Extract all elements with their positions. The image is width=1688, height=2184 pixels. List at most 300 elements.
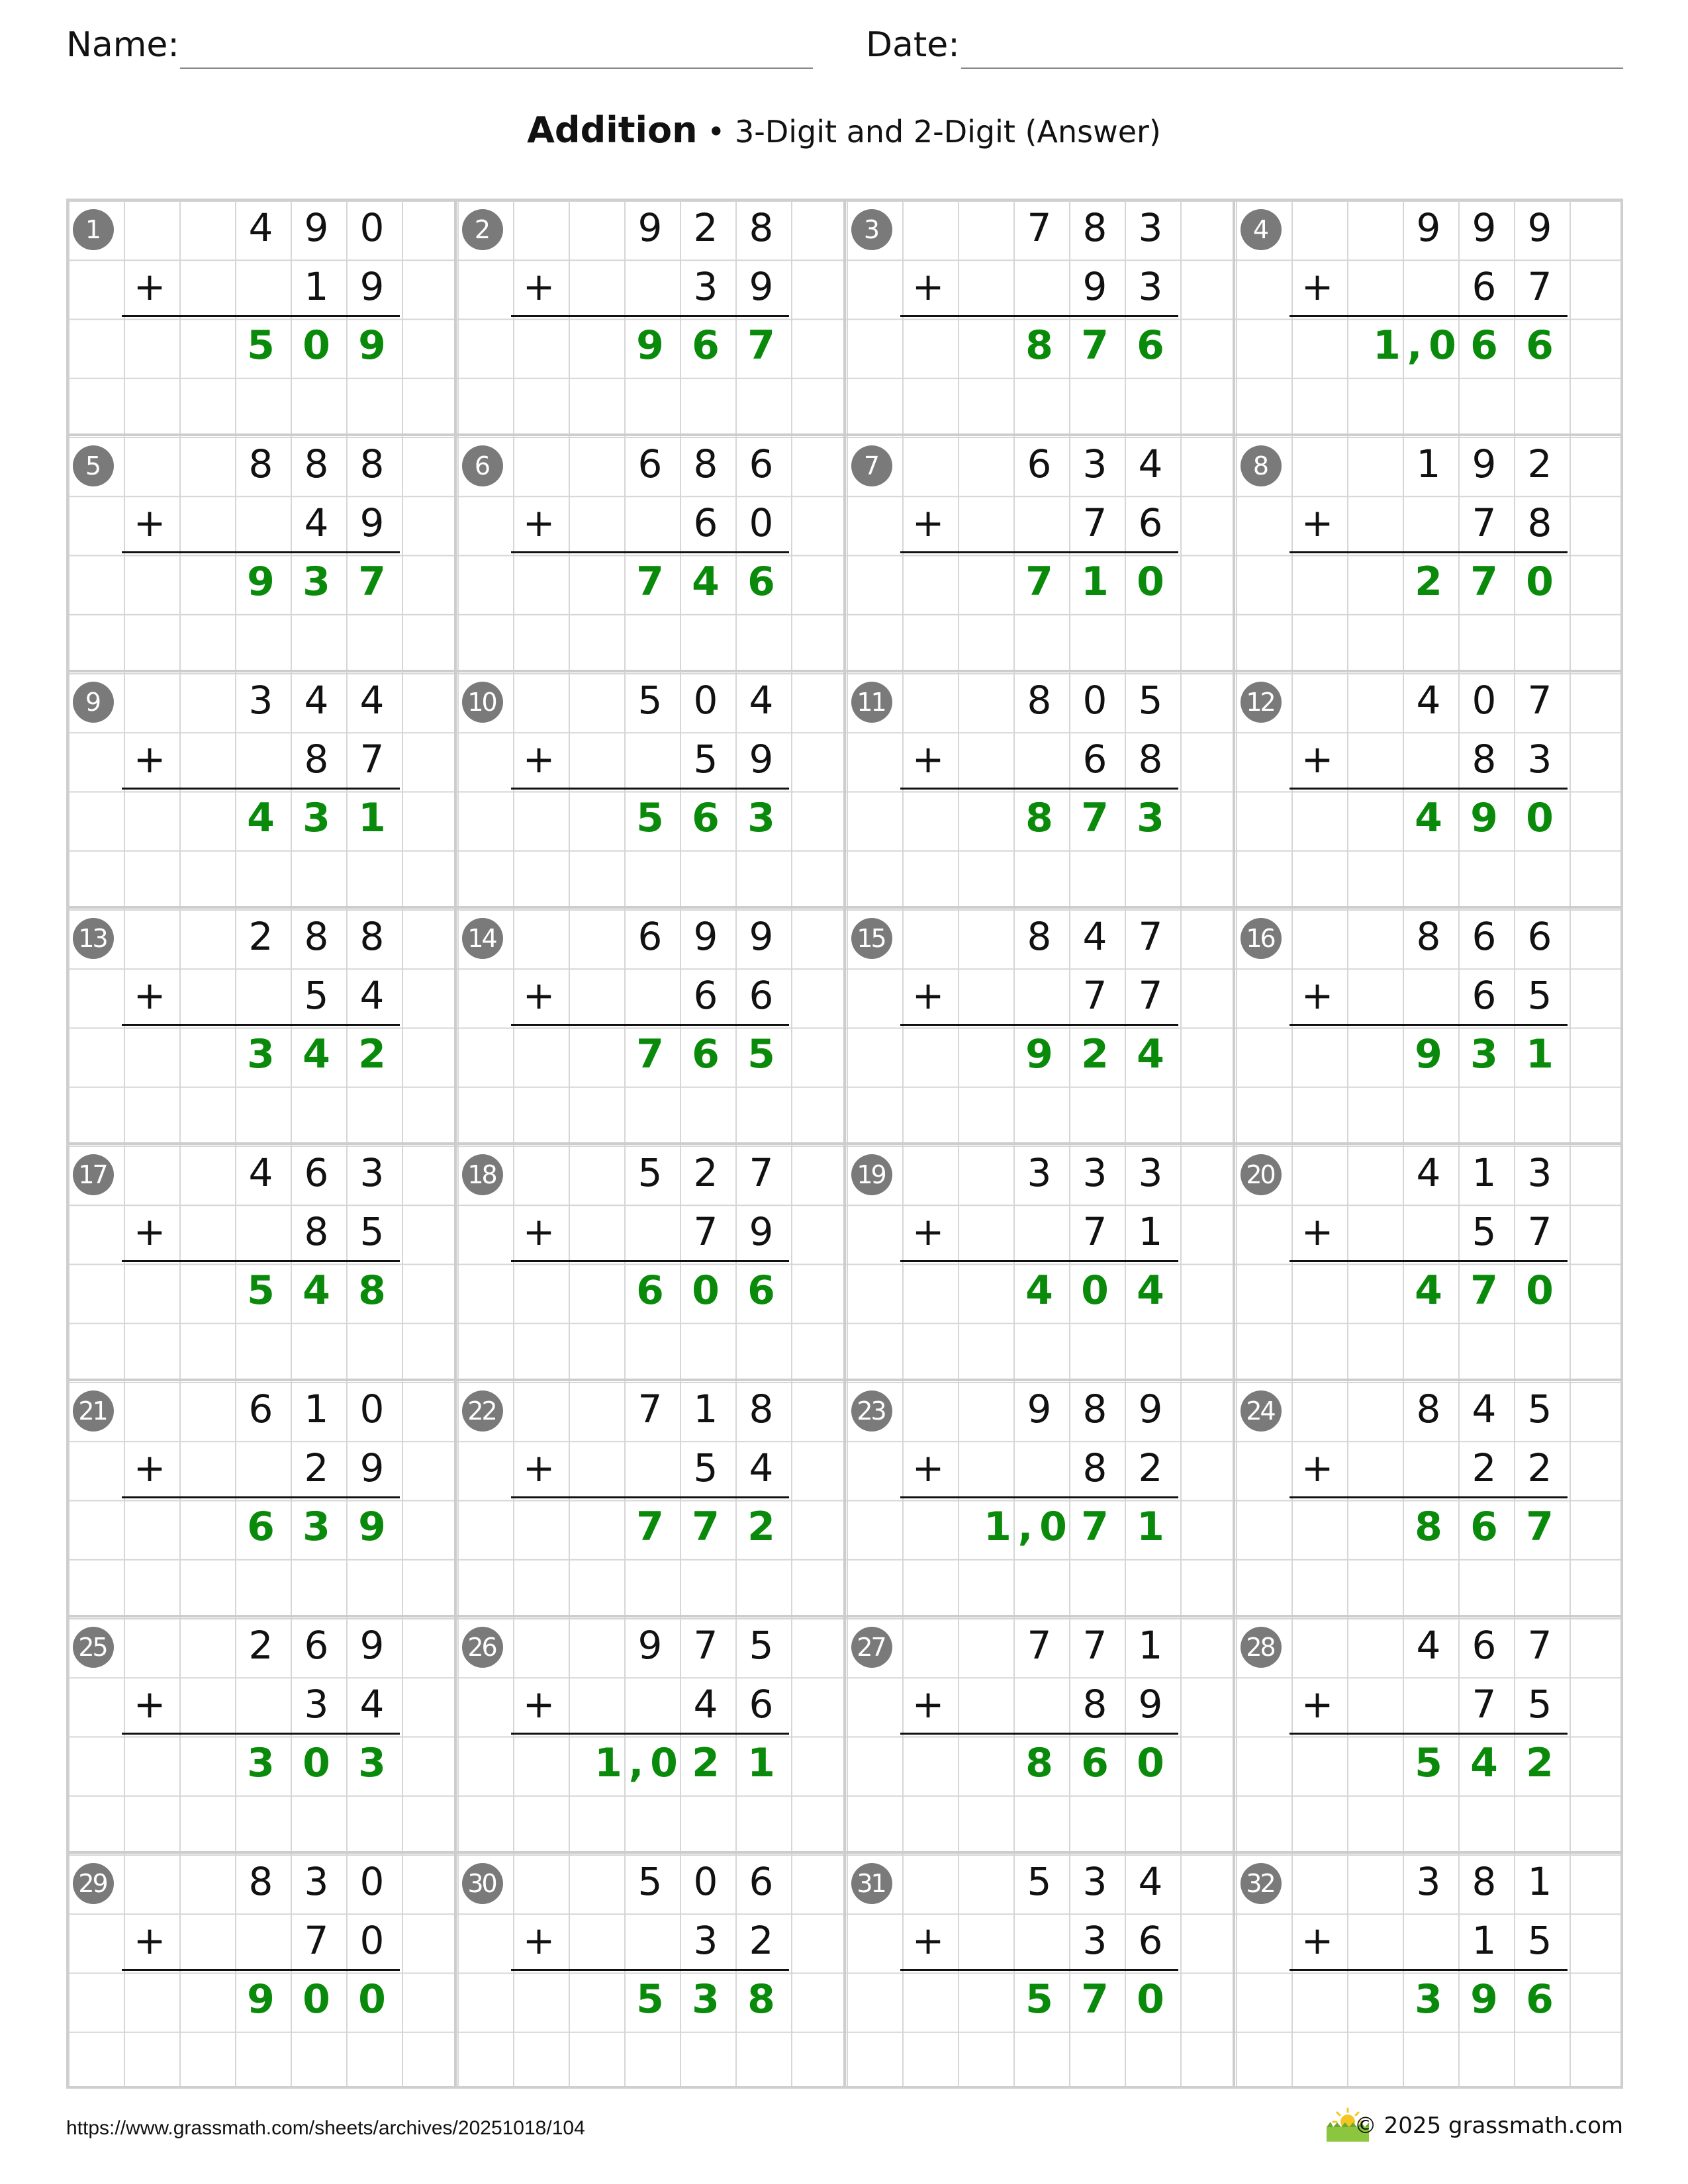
answer-digit: 0: [1039, 1504, 1067, 1550]
answer-digit: 7: [1025, 559, 1053, 605]
name-line[interactable]: [180, 68, 813, 69]
answer-digit: 7: [636, 1504, 664, 1550]
addend-top: [1289, 1380, 1568, 1439]
digit: 8: [1027, 914, 1052, 959]
answer-digit: 6: [1081, 1740, 1109, 1786]
answer-digit: 3: [1415, 1976, 1442, 2023]
answer-digit: 5: [636, 1976, 664, 2023]
digit: 2: [1472, 1445, 1497, 1490]
addend-top: [1289, 907, 1568, 966]
answer-digit: 9: [1470, 1976, 1498, 2023]
problem-23: [845, 1380, 1234, 1616]
digit: 9: [304, 205, 329, 250]
answer-digit: 4: [247, 795, 275, 841]
digit: 9: [1472, 441, 1497, 486]
digit: 5: [304, 973, 329, 1018]
digit: 8: [1472, 737, 1497, 782]
addend-bottom: [1289, 730, 1568, 789]
problem-number-badge: 31: [851, 1863, 892, 1904]
addend-bottom: [1289, 1911, 1568, 1970]
digit: 0: [749, 500, 774, 545]
digit: 4: [304, 678, 329, 723]
digit: 6: [304, 1623, 329, 1668]
problem-29: [66, 1852, 455, 2089]
title-main: Addition: [527, 109, 698, 151]
digit: 5: [1472, 1209, 1497, 1254]
addend-top: [511, 199, 789, 257]
title-subtitle: • 3-Digit and 2-Digit (Answer): [697, 114, 1161, 150]
answer-row: [900, 789, 1178, 848]
plus-sign: +: [133, 737, 166, 782]
addend-top: [1289, 1616, 1568, 1675]
plus-sign: +: [133, 1682, 166, 1727]
answer-row: [1289, 1261, 1568, 1320]
addend-top: [1289, 199, 1568, 257]
digit: 2: [248, 1623, 273, 1668]
addend-top: [900, 1616, 1178, 1675]
digit: 5: [637, 1150, 663, 1195]
plus-sign: +: [133, 500, 166, 545]
digit: 8: [1082, 205, 1107, 250]
addend-bottom: [122, 257, 400, 316]
plus-sign: +: [1301, 1209, 1334, 1254]
digit: 6: [248, 1387, 273, 1432]
answer-digit: 2: [1415, 559, 1442, 605]
digit: 8: [749, 1387, 774, 1432]
addend-top: [511, 1380, 789, 1439]
addend-bottom: [1289, 1439, 1568, 1498]
addend-top: [900, 1852, 1178, 1911]
answer-digit: 4: [1415, 795, 1442, 841]
answer-digit: 0: [1137, 1976, 1164, 2023]
addend-bottom: [122, 1439, 400, 1498]
digit: 6: [749, 973, 774, 1018]
digit: 6: [1472, 1623, 1497, 1668]
answer-digit: 3: [1137, 795, 1164, 841]
plus-sign: +: [522, 973, 555, 1018]
digit: 3: [1138, 264, 1163, 309]
answer-digit: 6: [692, 795, 720, 841]
problem-4: [1234, 199, 1623, 435]
digit: 4: [248, 1150, 273, 1195]
answer-digit: 0: [1526, 1267, 1554, 1314]
digit: 2: [693, 1150, 718, 1195]
answer-digit: 6: [1526, 322, 1554, 369]
answer-digit: 6: [247, 1504, 275, 1550]
answer-row: [1289, 316, 1568, 375]
digit: 9: [359, 264, 385, 309]
addend-bottom: [122, 1911, 400, 1970]
digit: 2: [1527, 441, 1552, 486]
answer-row: [122, 789, 400, 848]
digit: 8: [1082, 1387, 1107, 1432]
plus-sign: +: [1301, 973, 1334, 1018]
addend-bottom: [511, 730, 789, 789]
comma: ,: [1017, 1504, 1033, 1550]
answer-row: [511, 1734, 789, 1793]
digit: 3: [304, 1682, 329, 1727]
answer-row: [122, 553, 400, 612]
answer-digit: 0: [1137, 1740, 1164, 1786]
answer-digit: 1: [358, 795, 386, 841]
answer-digit: 1: [747, 1740, 775, 1786]
plus-sign: +: [133, 1918, 166, 1963]
answer-digit: 3: [747, 795, 775, 841]
addend-top: [900, 1144, 1178, 1203]
addend-top: [511, 1616, 789, 1675]
digit: 1: [1138, 1209, 1163, 1254]
problem-number-badge: 19: [851, 1154, 892, 1195]
addend-top: [122, 1616, 400, 1675]
addend-bottom: [122, 1675, 400, 1734]
addend-top: [122, 1380, 400, 1439]
name-label: Name:: [66, 25, 179, 65]
addend-bottom: [511, 1675, 789, 1734]
addend-top: [511, 1852, 789, 1911]
problem-number-badge: 22: [462, 1390, 503, 1432]
digit: 8: [248, 441, 273, 486]
problem-number-badge: 13: [73, 918, 114, 959]
digit: 9: [1027, 1387, 1052, 1432]
digit: 5: [637, 1859, 663, 1904]
addend-bottom: [511, 966, 789, 1025]
answer-digit: 7: [636, 1031, 664, 1077]
addend-bottom: [511, 1911, 789, 1970]
comma: ,: [628, 1740, 644, 1786]
addend-bottom: [1289, 1203, 1568, 1261]
digit: 1: [304, 264, 329, 309]
digit: 3: [1027, 1150, 1052, 1195]
digit: 8: [1138, 737, 1163, 782]
digit: 5: [1527, 1682, 1552, 1727]
problem-15: [845, 907, 1234, 1144]
answer-row: [122, 1261, 400, 1320]
digit: 3: [1138, 1150, 1163, 1195]
digit: 9: [749, 264, 774, 309]
plus-sign: +: [522, 500, 555, 545]
answer-row: [900, 553, 1178, 612]
problem-number-badge: 25: [73, 1627, 114, 1668]
digit: 4: [359, 1682, 385, 1727]
problem-14: [455, 907, 845, 1144]
problem-18: [455, 1144, 845, 1380]
answer-digit: 8: [1025, 1740, 1053, 1786]
problem-number-badge: 26: [462, 1627, 503, 1668]
answer-digit: 5: [1415, 1740, 1442, 1786]
addend-bottom: [1289, 494, 1568, 553]
plus-sign: +: [1301, 1445, 1334, 1490]
digit: 8: [1082, 1445, 1107, 1490]
answer-digit: 7: [636, 559, 664, 605]
digit: 6: [749, 441, 774, 486]
problem-27: [845, 1616, 1234, 1852]
answer-row: [1289, 1734, 1568, 1793]
answer-digit: 2: [1526, 1740, 1554, 1786]
addend-bottom: [900, 1911, 1178, 1970]
answer-digit: 8: [747, 1976, 775, 2023]
digit: 5: [1527, 1918, 1552, 1963]
answer-digit: 9: [1415, 1031, 1442, 1077]
problem-22: [455, 1380, 845, 1616]
addend-top: [1289, 671, 1568, 730]
digit: 4: [1472, 1387, 1497, 1432]
problem-16: [1234, 907, 1623, 1144]
answer-digit: 5: [1025, 1976, 1053, 2023]
problem-9: [66, 671, 455, 907]
answer-digit: 0: [1429, 322, 1456, 369]
addend-top: [122, 199, 400, 257]
answer-digit: 5: [636, 795, 664, 841]
digit: 6: [693, 973, 718, 1018]
problem-number-badge: 4: [1241, 209, 1282, 250]
plus-sign: +: [133, 264, 166, 309]
answer-digit: 0: [692, 1267, 720, 1314]
addend-top: [122, 435, 400, 494]
digit: 5: [1027, 1859, 1052, 1904]
answer-digit: 4: [303, 1267, 330, 1314]
digit: 8: [693, 441, 718, 486]
addend-top: [511, 671, 789, 730]
problem-19: [845, 1144, 1234, 1380]
answer-digit: 8: [1415, 1504, 1442, 1550]
answer-row: [511, 1261, 789, 1320]
plus-sign: +: [1301, 500, 1334, 545]
addend-top: [900, 1380, 1178, 1439]
digit: 3: [693, 264, 718, 309]
digit: 6: [1138, 500, 1163, 545]
worksheet-grid: [66, 199, 1623, 2089]
answer-digit: 7: [1081, 1976, 1109, 2023]
digit: 9: [1527, 205, 1552, 250]
digit: 6: [749, 1682, 774, 1727]
answer-row: [1289, 1025, 1568, 1084]
digit: 7: [1138, 914, 1163, 959]
digit: 9: [1416, 205, 1441, 250]
answer-digit: 1: [1081, 559, 1109, 605]
addend-top: [511, 435, 789, 494]
digit: 8: [749, 205, 774, 250]
problem-1: [66, 199, 455, 435]
plus-sign: +: [1301, 264, 1334, 309]
problem-number-badge: 16: [1241, 918, 1282, 959]
digit: 3: [1138, 205, 1163, 250]
digit: 8: [359, 914, 385, 959]
footer-copyright: © 2025 grassmath.com: [1354, 2113, 1623, 2139]
problem-30: [455, 1852, 845, 2089]
digit: 7: [1472, 500, 1497, 545]
answer-row: [122, 1025, 400, 1084]
problem-28: [1234, 1616, 1623, 1852]
digit: 7: [1527, 1209, 1552, 1254]
digit: 7: [1138, 973, 1163, 1018]
answer-digit: 1: [594, 1740, 622, 1786]
answer-digit: 1: [984, 1504, 1011, 1550]
problem-number-badge: 24: [1241, 1390, 1282, 1432]
digit: 7: [1082, 973, 1107, 1018]
answer-row: [511, 1970, 789, 2029]
problem-number-badge: 23: [851, 1390, 892, 1432]
digit: 7: [637, 1387, 663, 1432]
digit: 9: [1138, 1387, 1163, 1432]
addend-bottom: [1289, 966, 1568, 1025]
problem-17: [66, 1144, 455, 1380]
answer-digit: 7: [358, 559, 386, 605]
answer-row: [122, 1970, 400, 2029]
digit: 0: [693, 1859, 718, 1904]
answer-row: [1289, 789, 1568, 848]
digit: 8: [359, 441, 385, 486]
answer-digit: 3: [303, 559, 330, 605]
digit: 1: [693, 1387, 718, 1432]
digit: 7: [359, 737, 385, 782]
digit: 2: [1138, 1445, 1163, 1490]
problem-number-badge: 2: [462, 209, 503, 250]
digit: 3: [693, 1918, 718, 1963]
problem-number-badge: 12: [1241, 682, 1282, 723]
digit: 6: [1472, 264, 1497, 309]
addend-bottom: [511, 1439, 789, 1498]
digit: 5: [1527, 1387, 1552, 1432]
digit: 3: [304, 1859, 329, 1904]
digit: 7: [1527, 1623, 1552, 1668]
digit: 5: [693, 1445, 718, 1490]
answer-digit: 4: [1415, 1267, 1442, 1314]
answer-row: [122, 1498, 400, 1557]
answer-row: [122, 316, 400, 375]
plus-sign: +: [522, 264, 555, 309]
answer-digit: 4: [303, 1031, 330, 1077]
problem-32: [1234, 1852, 1623, 2089]
digit: 4: [693, 1682, 718, 1727]
problem-12: [1234, 671, 1623, 907]
digit: 4: [1416, 678, 1441, 723]
digit: 1: [1472, 1918, 1497, 1963]
answer-digit: 9: [247, 1976, 275, 2023]
digit: 2: [749, 1918, 774, 1963]
problem-number-badge: 5: [73, 445, 114, 486]
digit: 4: [304, 500, 329, 545]
problem-number-badge: 1: [73, 209, 114, 250]
answer-digit: 5: [247, 322, 275, 369]
answer-digit: 0: [1526, 559, 1554, 605]
digit: 7: [693, 1623, 718, 1668]
answer-digit: 6: [1470, 1504, 1498, 1550]
answer-digit: 7: [747, 322, 775, 369]
digit: 5: [749, 1623, 774, 1668]
answer-digit: 4: [1025, 1267, 1053, 1314]
digit: 7: [749, 1150, 774, 1195]
answer-row: [1289, 553, 1568, 612]
problem-10: [455, 671, 845, 907]
digit: 0: [1082, 678, 1107, 723]
problem-2: [455, 199, 845, 435]
answer-digit: 7: [1470, 559, 1498, 605]
digit: 3: [248, 678, 273, 723]
digit: 6: [1527, 914, 1552, 959]
problem-21: [66, 1380, 455, 1616]
digit: 8: [304, 1209, 329, 1254]
problem-11: [845, 671, 1234, 907]
answer-digit: 6: [692, 322, 720, 369]
answer-digit: 6: [747, 1267, 775, 1314]
digit: 9: [1138, 1682, 1163, 1727]
plus-sign: +: [522, 1918, 555, 1963]
addend-top: [122, 907, 400, 966]
problem-3: [845, 199, 1234, 435]
digit: 4: [1416, 1150, 1441, 1195]
answer-digit: 3: [303, 1504, 330, 1550]
digit: 6: [1082, 737, 1107, 782]
plus-sign: +: [522, 1209, 555, 1254]
digit: 7: [1027, 1623, 1052, 1668]
digit: 4: [1416, 1623, 1441, 1668]
problem-number-badge: 28: [1241, 1627, 1282, 1668]
addend-bottom: [122, 1203, 400, 1261]
answer-digit: 9: [1470, 795, 1498, 841]
plus-sign: +: [912, 973, 945, 1018]
digit: 2: [1527, 1445, 1552, 1490]
answer-digit: 4: [692, 559, 720, 605]
answer-row: [900, 1970, 1178, 2029]
answer-row: [900, 1261, 1178, 1320]
answer-digit: 0: [303, 1976, 330, 2023]
answer-digit: 7: [1470, 1267, 1498, 1314]
answer-digit: 0: [650, 1740, 678, 1786]
addend-top: [900, 199, 1178, 257]
problem-20: [1234, 1144, 1623, 1380]
problem-number-badge: 8: [1241, 445, 1282, 486]
problem-number-badge: 9: [73, 682, 114, 723]
answer-digit: 6: [636, 1267, 664, 1314]
problem-26: [455, 1616, 845, 1852]
answer-digit: 1: [1526, 1031, 1554, 1077]
date-line[interactable]: [961, 68, 1623, 69]
answer-digit: 0: [303, 1740, 330, 1786]
digit: 3: [1082, 441, 1107, 486]
digit: 6: [1138, 1918, 1163, 1963]
problem-number-badge: 27: [851, 1627, 892, 1668]
answer-digit: 0: [1137, 559, 1164, 605]
plus-sign: +: [1301, 737, 1334, 782]
answer-digit: 2: [1081, 1031, 1109, 1077]
problem-25: [66, 1616, 455, 1852]
answer-digit: 3: [692, 1976, 720, 2023]
digit: 0: [359, 1859, 385, 1904]
digit: 2: [304, 1445, 329, 1490]
problem-number-badge: 3: [851, 209, 892, 250]
answer-digit: 3: [1470, 1031, 1498, 1077]
digit: 7: [1082, 500, 1107, 545]
answer-row: [511, 553, 789, 612]
answer-digit: 6: [692, 1031, 720, 1077]
answer-digit: 2: [692, 1740, 720, 1786]
digit: 3: [1082, 1859, 1107, 1904]
answer-digit: 4: [1137, 1267, 1164, 1314]
answer-digit: 7: [1081, 795, 1109, 841]
digit: 5: [693, 737, 718, 782]
digit: 6: [637, 441, 663, 486]
addend-bottom: [900, 1675, 1178, 1734]
digit: 3: [1082, 1150, 1107, 1195]
answer-digit: 0: [1081, 1267, 1109, 1314]
answer-digit: 4: [1137, 1031, 1164, 1077]
problem-number-badge: 17: [73, 1154, 114, 1195]
digit: 7: [1082, 1623, 1107, 1668]
answer-digit: 1: [1373, 322, 1401, 369]
digit: 4: [1138, 441, 1163, 486]
digit: 6: [749, 1859, 774, 1904]
digit: 5: [637, 678, 663, 723]
